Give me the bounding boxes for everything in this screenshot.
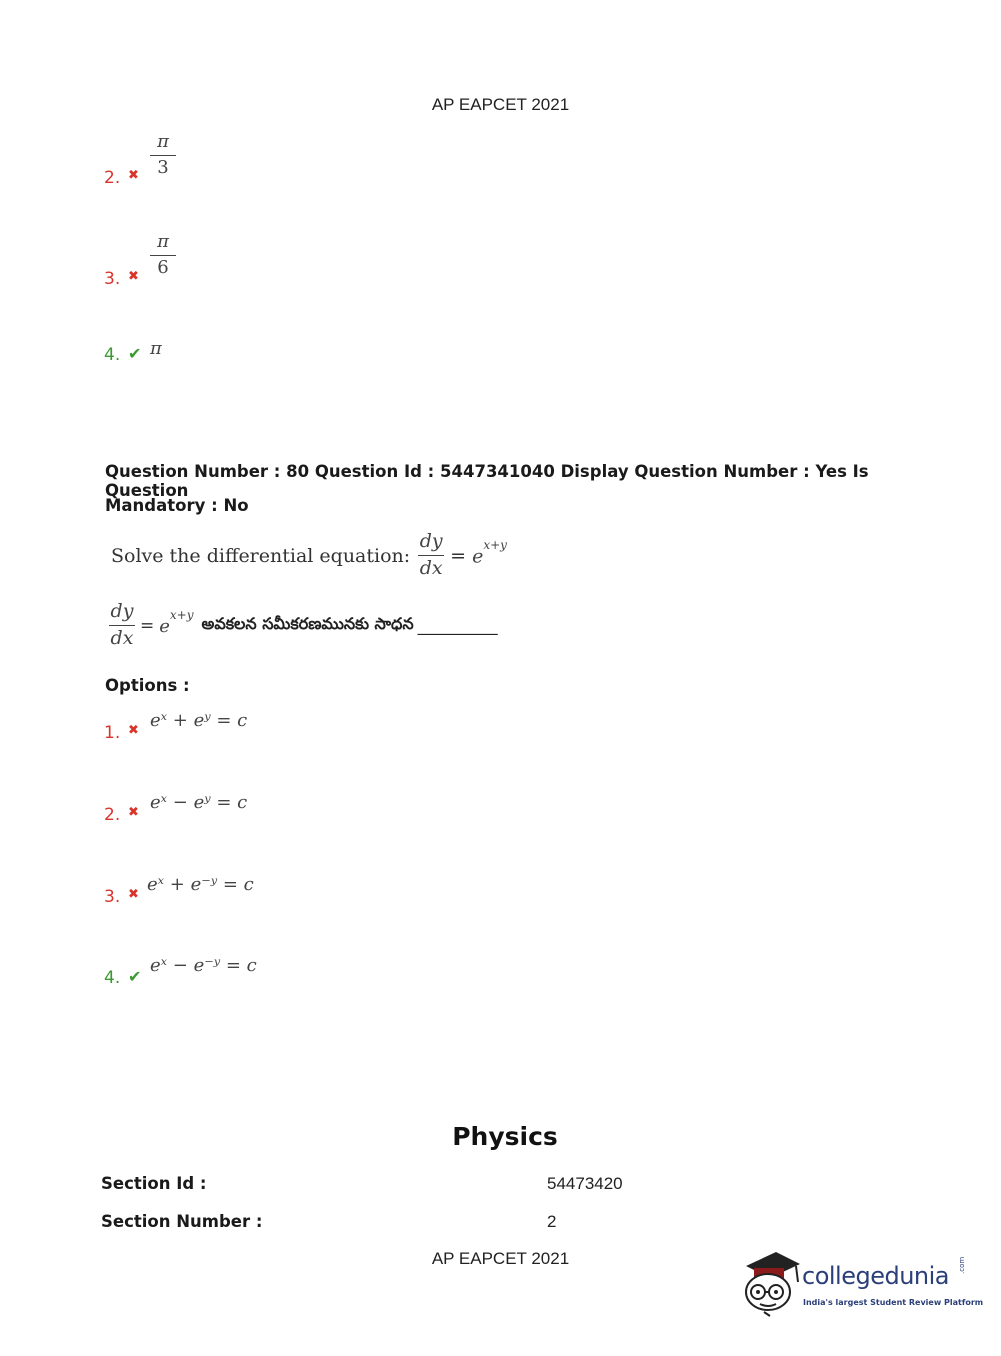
fraction-numerator: dy: [110, 600, 134, 622]
question-header-line2: Mandatory : No: [105, 496, 249, 515]
option-number: 3.: [104, 269, 121, 289]
wrong-mark-icon: ✖: [128, 269, 139, 284]
brand-tagline: India's largest Student Review Platform: [803, 1298, 984, 1307]
answer-blank: __________: [417, 616, 498, 636]
rhs-base: e: [472, 545, 484, 568]
section-id-value: 54473420: [547, 1174, 623, 1193]
fraction-denominator: 3: [157, 157, 169, 179]
question-telugu: [109, 602, 498, 649]
correct-check-icon: ✔: [128, 344, 142, 363]
section-title: Physics: [452, 1122, 558, 1151]
option-number: 1.: [104, 723, 121, 743]
option-value: π: [150, 338, 162, 359]
fraction-bar: [109, 625, 135, 627]
question-rhs-telugu: [159, 608, 194, 638]
equals-sign: =: [450, 544, 467, 567]
wrong-mark-icon: ✖: [128, 723, 139, 738]
fraction-denominator: 6: [157, 257, 169, 279]
option-expression: eˣ − e⁻ʸ = c: [150, 955, 257, 976]
options-label: Options :: [105, 676, 190, 695]
option-number: 2.: [104, 168, 121, 188]
option-number: 3.: [104, 887, 121, 907]
fraction-denominator: dx: [110, 627, 134, 650]
fraction-bar: [150, 255, 176, 257]
wrong-mark-icon: ✖: [128, 887, 139, 902]
question-lhs-fraction: [418, 532, 444, 579]
fraction-bar: [418, 555, 444, 557]
option-number: 4.: [104, 345, 121, 365]
question-rhs: [472, 538, 507, 568]
rhs-base: e: [159, 616, 170, 638]
rhs-exponent: x+y: [483, 538, 507, 553]
option-number: 2.: [104, 805, 121, 825]
section-number-value: 2: [547, 1212, 557, 1231]
fraction-numerator: π: [157, 131, 169, 152]
brand-name: collegedunia: [802, 1262, 950, 1290]
option-fraction: [150, 233, 176, 278]
correct-check-icon: ✔: [128, 967, 142, 986]
question-english: [111, 532, 507, 579]
page-footer: AP EAPCET 2021: [431, 1249, 570, 1268]
brand-logo: [740, 1246, 984, 1320]
brand-suffix: .com: [958, 1256, 966, 1274]
option-number: 4.: [104, 968, 121, 988]
fraction-bar: [150, 155, 176, 157]
wrong-mark-icon: ✖: [128, 168, 139, 183]
equals-sign: =: [140, 615, 155, 636]
wrong-mark-icon: ✖: [128, 805, 139, 820]
option-expression: eˣ − eʸ = c: [150, 792, 248, 813]
fraction-numerator: π: [157, 231, 169, 252]
option-fraction: [150, 133, 176, 178]
rhs-exponent: x+y: [169, 608, 194, 623]
option-expression: eˣ + eʸ = c: [150, 710, 248, 731]
option-expression: eˣ + e⁻ʸ = c: [147, 874, 254, 895]
page-header: AP EAPCET 2021: [431, 95, 570, 114]
section-number-label: Section Number :: [101, 1212, 263, 1231]
fraction-denominator: dx: [419, 557, 443, 580]
fraction-numerator: dy: [419, 530, 443, 552]
question-english-text: Solve the differential equation:: [111, 544, 411, 567]
telugu-text: అవకలన సమీకరణమునకు సాధన: [201, 614, 414, 634]
question-header-line1: Question Number : 80 Question Id : 5447341040 Display Question Number : Yes Is Question: [105, 462, 869, 500]
section-id-label: Section Id :: [101, 1174, 207, 1193]
question-lhs-fraction-telugu: [109, 602, 135, 649]
mascot-icon: [740, 1246, 802, 1318]
